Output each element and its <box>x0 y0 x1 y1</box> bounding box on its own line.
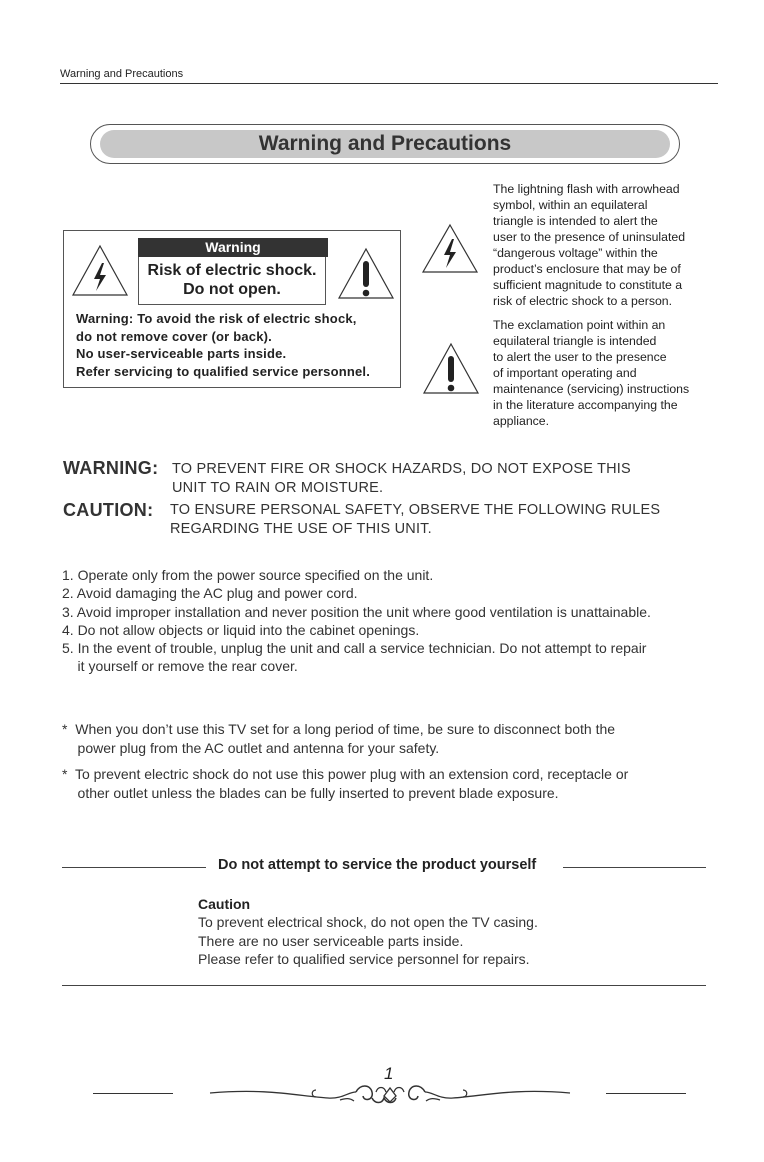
exclamation-text-line: appliance. <box>493 414 550 428</box>
exclamation-text-line: in the literature accompanying the <box>493 398 678 412</box>
warning-statement-line: UNIT TO RAIN OR MOISTURE. <box>172 480 384 496</box>
caution-line: There are no user serviceable parts inside. <box>198 932 464 949</box>
exclamation-text-line: of important operating and <box>493 366 637 380</box>
note-line: power plug from the AC outlet and antenna for your safety. <box>62 739 440 756</box>
section-bottom-rule <box>62 985 706 986</box>
list-item: 4. Do not allow objects or liquid into the cabinet openings. <box>62 621 420 638</box>
lightning-text-line: triangle is intended to alert the <box>493 214 658 228</box>
lightning-triangle-icon <box>421 223 479 275</box>
caution-line: To prevent electrical shock, do not open the TV casing. <box>198 914 538 931</box>
lightning-text-line: risk of electric shock to a person. <box>493 294 673 308</box>
warning-statement-text <box>172 460 631 498</box>
note-line: * To prevent electric shock do not use this power plug with an extension cord, receptacle or <box>62 766 629 782</box>
header-rule <box>60 83 718 84</box>
footer-rule-right <box>606 1093 686 1094</box>
exclamation-explanation <box>493 317 689 429</box>
safety-rules-list <box>62 566 651 676</box>
warning-label: Warning <box>138 238 328 257</box>
risk-line-2: Do not open. <box>183 281 281 298</box>
section-divider-right <box>563 867 706 868</box>
note-item <box>62 765 628 802</box>
warning-line: do not remove cover (or back). <box>76 328 272 344</box>
note-item <box>62 720 615 757</box>
list-item: 5. In the event of trouble, unplug the unit and call a service technician. Do not attempt to repair <box>62 640 647 657</box>
exclamation-text-line: maintenance (servicing) instructions <box>493 382 690 396</box>
exclamation-text-line: to alert the user to the presence <box>493 350 667 364</box>
caution-statement-label: CAUTION: <box>63 500 154 520</box>
caution-statement-line: REGARDING THE USE OF THIS UNIT. <box>170 521 432 537</box>
note-line: * When you don’t use this TV set for a long period of time, be sure to disconnect both the <box>62 721 616 737</box>
caution-statement-text <box>170 501 660 539</box>
note-line: other outlet unless the blades can be fully inserted to prevent blade exposure. <box>62 784 559 801</box>
warning-line: No user-serviceable parts inside. <box>76 346 287 361</box>
warning-line: Warning: To avoid the risk of electric shock, <box>76 311 357 326</box>
service-caution <box>198 895 538 968</box>
page-title: Warning and Precautions <box>100 130 670 158</box>
list-item: 2. Avoid damaging the AC plug and power cord. <box>62 585 358 602</box>
exclamation-text-line: The exclamation point within an <box>493 318 666 332</box>
list-item: 3. Avoid improper installation and never position the unit where good ventilation is unattainable. <box>62 603 651 620</box>
lightning-text-line: sufficient magnitude to constitute a <box>493 278 683 292</box>
lightning-explanation <box>493 181 685 309</box>
lightning-text-line: The lightning flash with arrowhead <box>493 182 680 196</box>
risk-notice <box>138 257 326 305</box>
lightning-triangle-icon <box>70 243 130 299</box>
running-header: Warning and Precautions <box>60 68 184 80</box>
page-number: 1 <box>384 1064 394 1083</box>
caution-line: Please refer to qualified service personnel for repairs. <box>198 950 530 967</box>
exclamation-triangle-icon <box>422 342 480 396</box>
risk-line-1: Risk of electric shock. <box>147 262 317 279</box>
warning-box-text <box>76 310 396 380</box>
lightning-text-line: symbol, within an equilateral <box>493 198 648 212</box>
warning-statement-line: TO PREVENT FIRE OR SHOCK HAZARDS, DO NOT EXPOSE THIS <box>172 461 631 477</box>
section-divider-left <box>62 867 206 868</box>
list-item: it yourself or remove the rear cover. <box>62 658 298 675</box>
lightning-text-line: user to the presence of uninsulated <box>493 230 686 244</box>
list-item: 1. Operate only from the power source specified on the unit. <box>62 567 434 583</box>
caution-heading: Caution <box>198 896 251 912</box>
lightning-text-line: product’s enclosure that may be of <box>493 262 681 276</box>
warning-line: Refer servicing to qualified service personnel. <box>76 363 371 379</box>
exclamation-triangle-icon <box>337 247 395 301</box>
footer-rule-left <box>93 1093 173 1094</box>
flourish-ornament-icon <box>208 1080 573 1110</box>
lightning-text-line: “dangerous voltage” within the <box>493 246 658 260</box>
exclamation-text-line: equilateral triangle is intended <box>493 334 657 348</box>
service-section-title: Do not attempt to service the product yourself <box>218 857 537 873</box>
warning-statement-label: WARNING: <box>63 458 159 478</box>
caution-statement-line: TO ENSURE PERSONAL SAFETY, OBSERVE THE FOLLOWING RULES <box>170 502 661 518</box>
